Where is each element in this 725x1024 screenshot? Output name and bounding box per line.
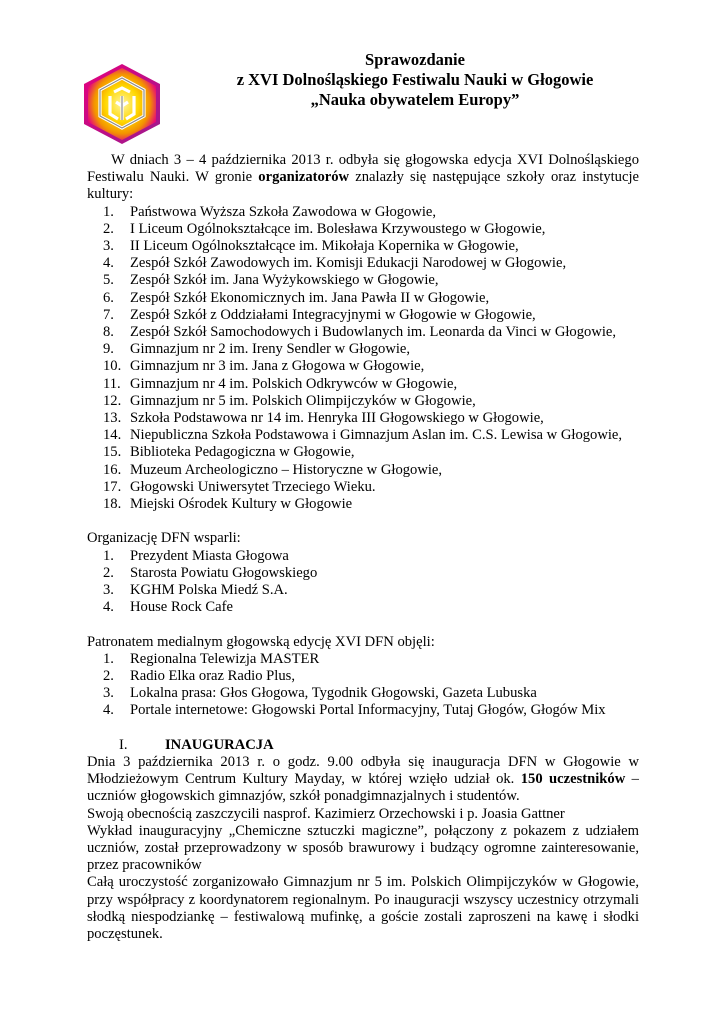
title-line-1: Sprawozdanie <box>365 50 465 69</box>
list-number: 3. <box>103 582 114 599</box>
report-title <box>175 50 655 110</box>
list-number: 13. <box>103 410 122 427</box>
list-number: 9. <box>103 341 114 358</box>
organizers-list <box>87 204 639 514</box>
list-item <box>87 410 639 427</box>
list-item <box>87 444 639 461</box>
list-text: Zespół Szkół Zawodowych im. Komisji Edukacji Narodowej w Głogowie, <box>130 255 567 272</box>
paragraph-bold: 150 uczestników <box>520 771 626 788</box>
paragraph-text: Dnia 3 października 2013 r. o godz. 9.00 odbyła się inauguracja DFN w Głogowie w Młodzieżowym Centrum Kultury Mayday, w której wzięło udział ok. <box>87 754 639 788</box>
title-line-2: z XVI Dolnośląskiego Festiwalu Nauki w Głogowie <box>236 70 594 89</box>
intro-paragraph <box>87 152 639 204</box>
list-number: 5. <box>103 272 114 289</box>
dfn-festival-logo-icon <box>80 62 164 146</box>
list-item <box>87 221 639 238</box>
list-text: Gimnazjum nr 4 im. Polskich Odkrywców w Głogowie, <box>130 375 458 392</box>
list-item <box>87 238 639 255</box>
list-text: Radio Elka oraz Radio Plus, <box>130 668 295 685</box>
media-list <box>87 651 639 720</box>
inauguration-paragraph-3: Wykład inauguracyjny „Chemiczne sztuczki magiczne”, połączony z pokazem z udziałem uczniów, został przeprowadzony w sposób brawurowy i budzący ogromne zainteresowanie, przez pracowników <box>87 822 639 874</box>
list-text: Szkoła Podstawowa nr 14 im. Henryka III Głogowskiego w Głogowie, <box>130 410 544 427</box>
list-item <box>87 548 639 565</box>
list-item <box>87 685 639 702</box>
list-text: Lokalna prasa: Głos Głogowa, Tygodnik Głogowski, Gazeta Lubuska <box>130 685 537 702</box>
list-item <box>87 290 639 307</box>
list-number: 8. <box>103 324 114 341</box>
intro-text-end: znalazły się następujące szkoły oraz instytucje kultury: <box>87 169 639 203</box>
intro-text: W dniach 3 – 4 października 2013 r. odbyła się głogowska edycja XVI Dolnośląskiego Festiwalu Nauki. W gronie <box>87 152 639 186</box>
list-text: House Rock Cafe <box>130 599 233 616</box>
supporters-list <box>87 548 639 617</box>
list-item <box>87 496 639 513</box>
list-number: 17. <box>103 478 122 495</box>
list-number: 16. <box>103 461 122 478</box>
list-text: Biblioteka Pedagogiczna w Głogowie, <box>130 444 355 461</box>
list-text: Gimnazjum nr 5 im. Polskich Olimpijczyków w Głogowie, <box>130 392 476 409</box>
list-number: 15. <box>103 444 122 461</box>
list-number: 14. <box>103 427 122 444</box>
list-item <box>87 427 639 444</box>
list-number: 1. <box>103 203 114 220</box>
list-text: Zespół Szkół z Oddziałami Integracyjnymi w Głogowie w Głogowie, <box>130 306 536 323</box>
list-text: Regionalna Telewizja MASTER <box>130 650 320 667</box>
inauguration-paragraph-1 <box>87 754 639 806</box>
list-number: 4. <box>103 255 114 272</box>
list-number: 2. <box>103 220 114 237</box>
section-number: I. <box>119 736 128 753</box>
list-text: Muzeum Archeologiczno – Historyczne w Głogowie, <box>130 461 443 478</box>
list-item <box>87 479 639 496</box>
title-line-3: „Nauka obywatelem Europy” <box>310 90 520 109</box>
list-item <box>87 702 639 719</box>
list-text: I Liceum Ogólnokształcące im. Bolesława Krzywoustego w Głogowie, <box>130 220 546 237</box>
list-item <box>87 393 639 410</box>
list-number: 12. <box>103 392 122 409</box>
section-title: INAUGURACJA <box>165 736 274 753</box>
list-text: KGHM Polska Miedź S.A. <box>130 582 288 599</box>
list-number: 2. <box>103 564 114 581</box>
media-heading: Patronatem medialnym głogowską edycję XVI DFN objęli: <box>87 633 435 650</box>
list-item <box>87 324 639 341</box>
paragraph-text-end: – uczniów głogowskich gimnazjów, szkół ponadgimnazjalnych i studentów. <box>87 771 639 805</box>
list-number: 1. <box>103 650 114 667</box>
list-text: Zespół Szkół Samochodowych i Budowlanych im. Leonarda da Vinci w Głogowie, <box>130 324 617 341</box>
list-text: Gimnazjum nr 3 im. Jana z Głogowa w Głogowie, <box>130 358 425 375</box>
list-item <box>87 376 639 393</box>
list-item <box>87 462 639 479</box>
report-body <box>87 152 639 943</box>
spacer <box>87 513 639 530</box>
list-text: Portale internetowe: Głogowski Portal Informacyjny, Tutaj Głogów, Głogów Mix <box>130 702 606 719</box>
list-text: Państwowa Wyższa Szkoła Zawodowa w Głogowie, <box>130 203 437 220</box>
list-item <box>87 599 639 616</box>
list-number: 4. <box>103 702 114 719</box>
list-item <box>87 272 639 289</box>
inauguration-paragraph-4: Całą uroczystość zorganizowało Gimnazjum nr 5 im. Polskich Olimpijczyków w Głogowie, przy współpracy z koordynatorem regionalnym. Po inauguracji wszyscy uczestnicy otrzymali słodką niespodziankę – festiwalową mufinkę, a goście zostali zaproszeni na kawę i słodki poczęstunek. <box>87 874 639 943</box>
list-text: Zespół Szkół im. Jana Wyżykowskiego w Głogowie, <box>130 272 439 289</box>
intro-bold: organizatorów <box>258 169 350 186</box>
inauguration-paragraph-2: Swoją obecnością zaszczycili nasprof. Kazimierz Orzechowski i p. Joasia Gattner <box>87 805 565 822</box>
list-item <box>87 307 639 324</box>
spacer <box>87 616 639 633</box>
list-item <box>87 204 639 221</box>
list-number: 11. <box>103 375 121 392</box>
spacer <box>87 720 639 737</box>
list-item <box>87 255 639 272</box>
list-item <box>87 341 639 358</box>
list-number: 3. <box>103 238 114 255</box>
list-item <box>87 565 639 582</box>
list-text: Gimnazjum nr 2 im. Ireny Sendler w Głogowie, <box>130 341 411 358</box>
list-text: Głogowski Uniwersytet Trzeciego Wieku. <box>130 478 376 495</box>
supporters-heading: Organizację DFN wsparli: <box>87 530 241 547</box>
list-number: 10. <box>103 358 122 375</box>
list-number: 7. <box>103 306 114 323</box>
list-number: 4. <box>103 599 114 616</box>
list-text: Zespół Szkół Ekonomicznych im. Jana Pawła II w Głogowie, <box>130 289 490 306</box>
section-heading-inauguration <box>87 737 639 754</box>
list-number: 18. <box>103 496 122 513</box>
list-text: Prezydent Miasta Głogowa <box>130 547 289 564</box>
list-item <box>87 651 639 668</box>
list-item <box>87 358 639 375</box>
list-number: 1. <box>103 547 114 564</box>
list-text: Miejski Ośrodek Kultury w Głogowie <box>130 496 353 513</box>
list-item <box>87 668 639 685</box>
list-number: 2. <box>103 668 114 685</box>
list-text: Niepubliczna Szkoła Podstawowa i Gimnazjum Aslan im. C.S. Lewisa w Głogowie, <box>130 427 623 444</box>
list-text: II Liceum Ogólnokształcące im. Mikołaja Kopernika w Głogowie, <box>130 238 519 255</box>
list-item <box>87 582 639 599</box>
list-number: 3. <box>103 685 114 702</box>
list-number: 6. <box>103 289 114 306</box>
list-text: Starosta Powiatu Głogowskiego <box>130 564 318 581</box>
